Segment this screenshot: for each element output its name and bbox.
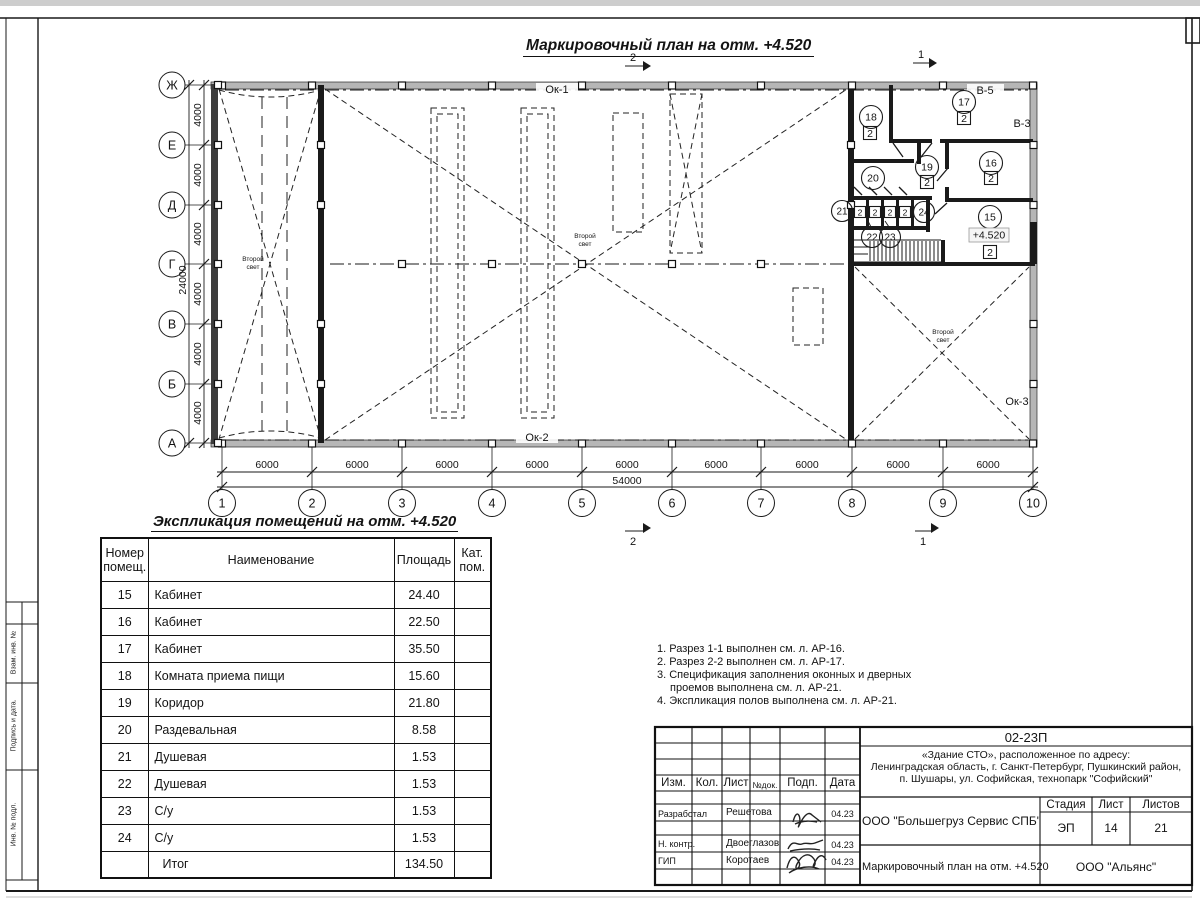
role-label: Разработал xyxy=(658,809,707,819)
frame-label-vzam-inv: Взам. инв. № xyxy=(10,630,18,675)
design-org: ООО "Альянс" xyxy=(1075,860,1157,874)
door-label-v3: В-3 xyxy=(1013,118,1031,130)
stage-label: Стадия xyxy=(1046,799,1086,811)
room-category: 2 xyxy=(961,113,967,125)
dim-54000: 54000 xyxy=(612,475,642,487)
row-label: Е xyxy=(167,138,177,153)
dim-4000: 4000 xyxy=(192,342,204,366)
role-date: 04.23 xyxy=(831,840,854,850)
dim-6000: 6000 xyxy=(345,459,369,471)
col-label: 1 xyxy=(218,496,226,511)
table-row xyxy=(101,581,491,608)
plan-title: Маркировочный план на отм. +4.520 xyxy=(523,37,814,57)
room-category: 2 xyxy=(867,128,873,140)
signature-korotaev xyxy=(787,855,826,873)
cell-area: 15.60 xyxy=(394,662,454,689)
role-name: Решетова xyxy=(726,807,772,818)
cell-num: 20 xyxy=(101,716,148,743)
contractor-company: ООО "Большегруз Сервис СПБ" xyxy=(862,814,1042,828)
cell-cat xyxy=(454,743,491,770)
section-label-2: 2 xyxy=(629,536,637,548)
room-number: 21 xyxy=(836,206,848,218)
cell-cat xyxy=(454,851,491,878)
cell-cat xyxy=(454,824,491,851)
room-number: 23 xyxy=(884,232,896,244)
cell-area: 22.50 xyxy=(394,608,454,635)
header-name: Наименование xyxy=(148,538,394,581)
col-label: 2 xyxy=(308,496,316,511)
sheets-label: Листов xyxy=(1142,799,1180,811)
table-row xyxy=(101,824,491,851)
cell-num: 15 xyxy=(101,581,148,608)
row-label: Ж xyxy=(166,78,178,93)
room-category: 2 xyxy=(987,247,993,259)
cell-num xyxy=(101,851,148,878)
row-label: Г xyxy=(168,257,176,272)
cell-num: 22 xyxy=(101,770,148,797)
cell-cat xyxy=(454,797,491,824)
role-label: ГИП xyxy=(658,856,676,866)
dim-6000: 6000 xyxy=(525,459,549,471)
second-light-text: Второй xyxy=(932,329,954,336)
dim-6000: 6000 xyxy=(886,459,910,471)
second-light-text: свет xyxy=(578,241,592,248)
cell-area: 21.80 xyxy=(394,689,454,716)
role-name: Коротаев xyxy=(726,855,770,866)
frame-label-podpis-data: Подпись и дата. xyxy=(10,699,18,752)
cell-num: 21 xyxy=(101,743,148,770)
room-number: 19 xyxy=(921,161,933,174)
row-label: А xyxy=(167,436,177,451)
room-category: 2 xyxy=(924,177,930,189)
cell-category: 2 xyxy=(857,207,863,218)
room-number: 20 xyxy=(867,172,879,185)
cell-category: 2 xyxy=(872,207,878,218)
cell-area: 1.53 xyxy=(394,743,454,770)
cell-area: 35.50 xyxy=(394,635,454,662)
role-name: Двоеглазов xyxy=(726,838,780,849)
second-light-text: Второй xyxy=(242,256,264,263)
second-light-text: свет xyxy=(246,264,260,271)
section-label-1: 1 xyxy=(919,536,927,548)
sheets-total: 21 xyxy=(1154,821,1168,835)
role-label: Н. контр. xyxy=(658,839,696,849)
elevation-mark: +4.520 xyxy=(972,229,1006,242)
corner-stamp-box xyxy=(1186,18,1200,43)
cell-area: 1.53 xyxy=(394,770,454,797)
header-area: Площадь xyxy=(394,538,454,581)
col-header-list: Лист xyxy=(723,777,749,789)
second-light-text: свет xyxy=(936,337,950,344)
cell-name: С/у xyxy=(148,797,394,824)
dim-6000: 6000 xyxy=(704,459,728,471)
object-address-line3: п. Шушары, ул. Софийская, технопарк "Софийский" xyxy=(899,773,1153,785)
note-line: 1. Разрез 1-1 выполнен см. л. АР-16. xyxy=(657,643,845,655)
section-label-1: 1 xyxy=(917,49,925,61)
sheet-doc-title: Маркировочный план на отм. +4.520 xyxy=(862,861,1049,873)
col-header-data: Дата xyxy=(829,777,856,789)
room-category: 2 xyxy=(988,173,994,185)
col-label: 3 xyxy=(398,496,406,511)
second-light-labels xyxy=(242,232,954,344)
dim-6000: 6000 xyxy=(615,459,639,471)
col-label: 8 xyxy=(848,496,856,511)
col-header-ndoc: №док. xyxy=(752,780,778,790)
table-row xyxy=(101,689,491,716)
signatures xyxy=(787,813,826,873)
object-address-line1: «Здание СТО», расположенное по адресу: xyxy=(921,749,1131,761)
object-address-line2: Ленинградская область, г. Санкт-Петербург, Пушкинский район, xyxy=(870,761,1182,773)
table-row xyxy=(101,743,491,770)
cell-area: 8.58 xyxy=(394,716,454,743)
table-total-row xyxy=(101,851,491,878)
table-row xyxy=(101,770,491,797)
header-room-number: Номер помещ. xyxy=(101,538,148,581)
second-light-text: Второй xyxy=(574,233,596,240)
cell-num: 23 xyxy=(101,797,148,824)
col-label: 6 xyxy=(668,496,676,511)
cell-name: Кабинет xyxy=(148,635,394,662)
note-line: 4. Экспликация полов выполнена см. л. АР-21. xyxy=(657,695,897,707)
sheet-label: Лист xyxy=(1098,799,1124,811)
cell-num: 19 xyxy=(101,689,148,716)
note-line: 2. Разрез 2-2 выполнен см. л. АР-17. xyxy=(657,656,845,668)
sheet-number: 14 xyxy=(1104,821,1118,835)
table-row xyxy=(101,797,491,824)
table-row xyxy=(101,635,491,662)
dim-4000: 4000 xyxy=(192,282,204,306)
door-label-v5: В-5 xyxy=(976,85,994,97)
cell-cat xyxy=(454,608,491,635)
stage-value: ЭП xyxy=(1057,821,1075,835)
cell-cat xyxy=(454,581,491,608)
dim-4000: 4000 xyxy=(192,401,204,425)
cell-name: С/у xyxy=(148,824,394,851)
room-schedule-table xyxy=(100,537,492,879)
table-row xyxy=(101,608,491,635)
dim-4000: 4000 xyxy=(192,163,204,187)
cell-cat xyxy=(454,662,491,689)
cell-category: 2 xyxy=(902,207,908,218)
role-date: 04.23 xyxy=(831,857,854,867)
window-label-ok3: Ок-3 xyxy=(1005,396,1029,408)
schedule-header-row xyxy=(101,538,491,581)
cell-num: 17 xyxy=(101,635,148,662)
cell-name: Раздевальная xyxy=(148,716,394,743)
cell-category: 2 xyxy=(887,207,893,218)
role-date: 04.23 xyxy=(831,809,854,819)
col-label: 5 xyxy=(578,496,586,511)
row-label: В xyxy=(167,317,177,332)
dim-6000: 6000 xyxy=(976,459,1000,471)
signature-dvoeglazov xyxy=(788,840,823,851)
cell-num: 18 xyxy=(101,662,148,689)
col-label: 10 xyxy=(1026,496,1040,511)
cell-cat xyxy=(454,689,491,716)
room-number: 18 xyxy=(865,111,877,124)
signature-reshetova xyxy=(793,813,821,826)
dim-6000: 6000 xyxy=(255,459,279,471)
dim-24000: 24000 xyxy=(177,265,189,295)
cell-cat xyxy=(454,770,491,797)
cell-area: 1.53 xyxy=(394,797,454,824)
cell-area: 1.53 xyxy=(394,824,454,851)
project-code: 02-23П xyxy=(1004,730,1048,745)
frame-label-inv-podl: Инв. № подл. xyxy=(10,802,18,847)
cell-cat xyxy=(454,635,491,662)
grid-row-labels xyxy=(166,79,178,451)
cell-name: Кабинет xyxy=(148,608,394,635)
note-line: проемов выполнена см. л. АР-21. xyxy=(670,682,842,694)
room-number: 17 xyxy=(958,96,970,109)
col-header-kol: Кол. xyxy=(695,777,719,789)
col-label: 9 xyxy=(939,496,947,511)
cell-area: 24.40 xyxy=(394,581,454,608)
col-label: 7 xyxy=(757,496,765,511)
window-label-ok1: Ок-1 xyxy=(545,84,569,96)
cell-num: 24 xyxy=(101,824,148,851)
room-number: 22 xyxy=(866,232,878,244)
header-category: Кат. пом. xyxy=(454,538,491,581)
section-mark-labels xyxy=(630,49,926,548)
dim-4000: 4000 xyxy=(192,103,204,127)
table-row xyxy=(101,662,491,689)
col-header-podp: Подп. xyxy=(787,777,818,789)
cell-name: Душевая xyxy=(148,743,394,770)
cell-name: Комната приема пищи xyxy=(148,662,394,689)
dim-6000: 6000 xyxy=(435,459,459,471)
cell-num: 16 xyxy=(101,608,148,635)
cell-total-label: Итог xyxy=(148,851,394,878)
row-label: Б xyxy=(167,377,177,392)
cell-name: Коридор xyxy=(148,689,394,716)
table-row xyxy=(101,716,491,743)
schedule-title: Экспликация помещений на отм. +4.520 xyxy=(153,513,457,530)
staircase xyxy=(852,240,941,262)
room-number: 15 xyxy=(984,211,996,224)
dim-6000: 6000 xyxy=(795,459,819,471)
section-label-2: 2 xyxy=(629,52,637,64)
note-line: 3. Спецификация заполнения оконных и дверных xyxy=(657,669,912,681)
cell-name: Душевая xyxy=(148,770,394,797)
cell-cat xyxy=(454,716,491,743)
room-number: 16 xyxy=(985,157,997,170)
col-header-izm: Изм. xyxy=(661,777,686,789)
notes-block xyxy=(657,643,911,708)
dim-4000: 4000 xyxy=(192,222,204,246)
cell-name: Кабинет xyxy=(148,581,394,608)
room-number: 24 xyxy=(918,207,930,219)
window-label-ok2: Ок-2 xyxy=(525,432,549,444)
cell-total-area: 134.50 xyxy=(394,851,454,878)
col-label: 4 xyxy=(488,496,496,511)
dimension-values-bottom xyxy=(255,459,1000,487)
grid-col-labels xyxy=(219,497,1040,511)
row-label: Д xyxy=(167,198,177,213)
